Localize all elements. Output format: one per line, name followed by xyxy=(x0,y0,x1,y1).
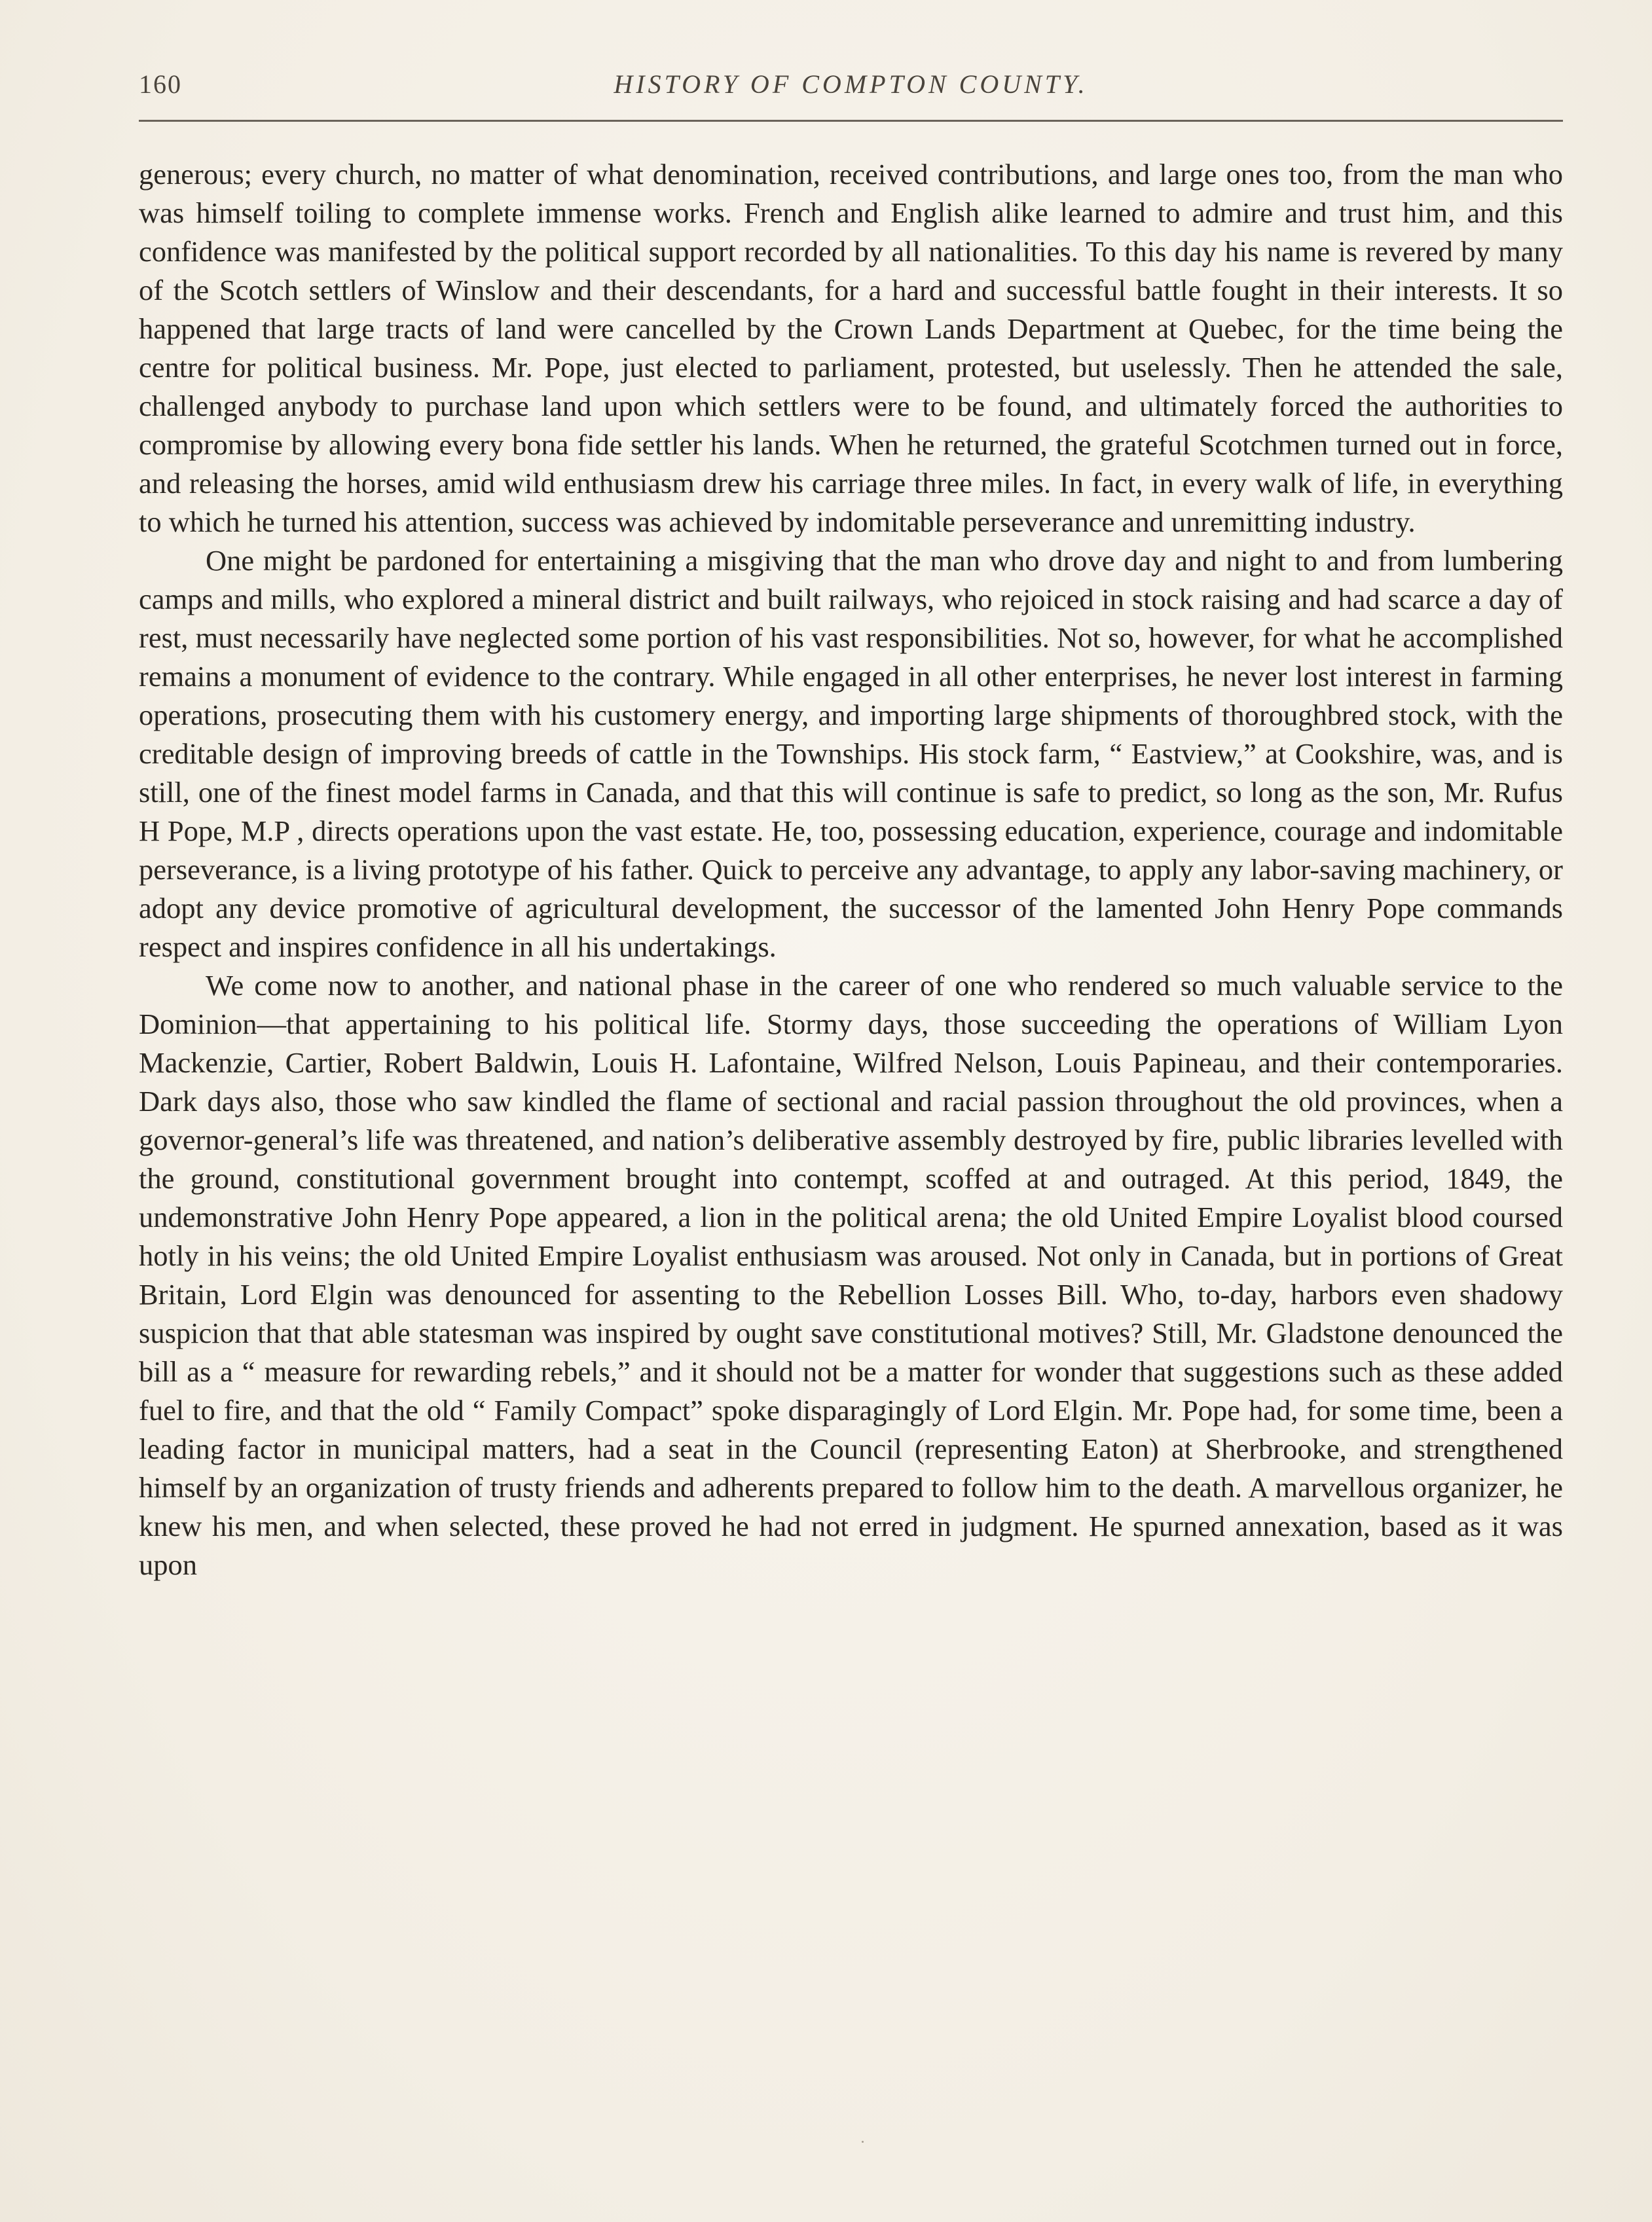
paragraph-2: One might be pardoned for entertaining a misgiving that the man who drove day and night to and from lumbering camps and mills, who explored a mineral district and built railways, who rejoiced in stock raising and had scarce a day of rest, must necessarily have neglected some portion of his vast responsibilities. Not so, however, for what he accomplished remains a monument of evidence to the contrary. While engaged in all other enterprises, he never lost interest in farming operations, prosecuting them with his customery energy, and importing large shipments of thoroughbred stock, with the creditable design of improving breeds of cattle in the Townships. His stock farm, “ Eastview,” at Cookshire, was, and is still, one of the finest model farms in Canada, and that this will continue is safe to predict, so long as the son, Mr. Rufus H Pope, M.P , directs operations upon the vast estate. He, too, possessing education, experience, courage and indomitable perseverance, is a living prototype of his father. Quick to perceive any advantage, to apply any labor-saving machinery, or adopt any device promotive of agricultural development, the successor of the lamented John Henry Pope commands respect and inspires confidence in all his undertakings. xyxy=(139,544,1563,963)
page-number: 160 xyxy=(139,69,182,99)
paragraph-1: generous; every church, no matter of what denomination, received contributions, and large ones too, from the man who was himself toiling to complete immense works. French and English alike learned to admire and trust him, and this confidence was manifested by the political support recorded by all nationalities. To this day his name is revered by many of the Scotch settlers of Winslow and their descendants, for a hard and successful battle fought in their interests. It so happened that large tracts of land were cancelled by the Crown Lands Department at Quebec, for the time being the centre for political business. Mr. Pope, just elected to parliament, protested, but uselessly. Then he attended the sale, challenged anybody to purchase land upon which settlers were to be found, and ultimately forced the authorities to compromise by allowing every bona fide settler his lands. When he returned, the grateful Scotchmen turned out in force, and releasing the horses, amid wild enthusiasm drew his carriage three miles. In fact, in every walk of life, in everything to which he turned his attention, success was achieved by indomitable perseverance and unremitting industry. xyxy=(139,158,1563,538)
paper-speck xyxy=(862,2141,864,2143)
body-text xyxy=(139,155,1563,1584)
paragraph-3: We come now to another, and national phase in the career of one who rendered so much valuable service to the Dominion—that appertaining to his political life. Stormy days, those succeeding the operations of William Lyon Mackenzie, Cartier, Robert Baldwin, Louis H. Lafontaine, Wilfred Nelson, Louis Papineau, and their contemporaries. Dark days also, those who saw kindled the flame of sectional and racial passion throughout the old provinces, when a governor-general’s life was threatened, and nation’s deliberative assembly destroyed by fire, public libraries levelled with the ground, constitutional government brought into contempt, scoffed at and outraged. At this period, 1849, the undemonstrative John Henry Pope appeared, a lion in the political arena; the old United Empire Loyalist blood coursed hotly in his veins; the old United Empire Loyalist enthusiasm was aroused. Not only in Canada, but in portions of Great Britain, Lord Elgin was denounced for assenting to the Rebellion Losses Bill. Who, to-day, harbors even shadowy suspicion that that able statesman was inspired by ought save constitutional motives? Still, Mr. Gladstone denounced the bill as a “ measure for rewarding rebels,” and it should not be a matter for wonder that suggestions such as these added fuel to fire, and that the old “ Family Compact” spoke disparagingly of Lord Elgin. Mr. Pope had, for some time, been a leading factor in municipal matters, had a seat in the Council (representing Eaton) at Sherbrooke, and strengthened himself by an organization of trusty friends and adherents prepared to follow him to the death. A marvellous organizer, he knew his men, and when selected, these proved he had not erred in judgment. He spurned annexation, based as it was upon xyxy=(139,969,1563,1581)
header-rule xyxy=(139,120,1563,122)
page-header xyxy=(139,69,1563,108)
running-title: HISTORY OF COMPTON COUNTY. xyxy=(614,69,1088,99)
